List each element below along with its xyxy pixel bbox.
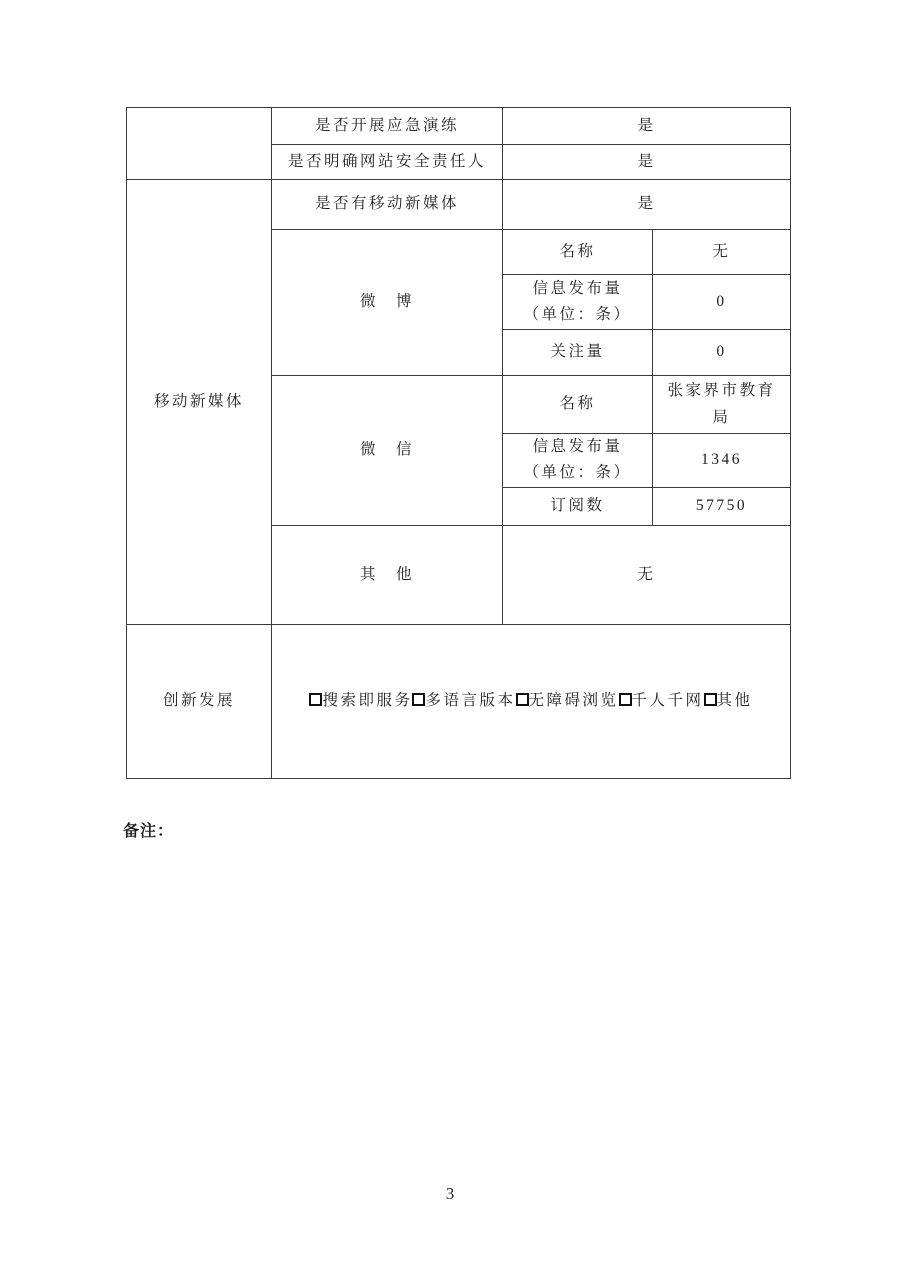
cell-weibo-posts-value: 0 [653,275,791,330]
cell-security-officer-value: 是 [503,145,791,180]
cell-weibo-name-label: 名称 [503,230,653,275]
posts-label-line1: 信息发布量 [532,438,623,455]
annual-report-table [126,107,791,779]
innovation-option-label: 搜索即服务 [322,692,413,710]
cell-other-media-value: 无 [503,525,791,624]
cell-wechat-label: 微 信 [272,376,503,526]
innovation-option-label: 其他 [716,692,753,710]
remarks-label: 备注： [123,823,175,840]
page-number: 3 [445,1184,455,1203]
cell-weibo-followers-label: 关注量 [503,330,653,376]
cell-has-new-media-value: 是 [503,180,791,230]
cell-wechat-posts-value: 1346 [653,434,791,488]
checkbox-icon [619,693,632,706]
cell-security-officer-label: 是否明确网站安全责任人 [272,145,503,180]
checkbox-icon [309,693,322,706]
cell-wechat-subscribers-value: 57750 [653,487,791,525]
innovation-option-multilingual [412,692,515,709]
cell-section-blank [127,108,272,180]
posts-label-line2: （单位：条） [523,306,632,323]
checkbox-icon [412,693,425,706]
cell-emergency-drill-label: 是否开展应急演练 [272,108,503,145]
cell-other-media-label: 其 他 [272,525,503,624]
innovation-option-search [309,692,412,709]
checkbox-icon [704,693,717,706]
cell-wechat-posts-label [503,434,653,488]
cell-innovation-section-label: 创新发展 [127,624,272,778]
cell-weibo-name-value: 无 [653,230,791,275]
cell-weibo-label: 微 博 [272,230,503,376]
posts-label-line2: （单位：条） [523,464,632,482]
cell-emergency-drill-value: 是 [503,108,791,145]
cell-has-new-media-label: 是否有移动新媒体 [272,180,503,230]
innovation-option-label: 多语言版本 [425,692,516,710]
cell-weibo-posts-label [503,275,653,330]
cell-innovation-options [272,624,791,778]
cell-mobile-media-section-label: 移动新媒体 [127,180,272,625]
innovation-option-label: 无障碍浏览 [528,692,619,710]
posts-label-line1: 信息发布量 [532,279,623,297]
checkbox-icon [516,693,529,706]
innovation-option-other [704,692,753,709]
cell-wechat-name-value: 张家界市教育局 [653,376,791,434]
cell-wechat-name-label: 名称 [503,376,653,434]
innovation-option-label: 千人千网 [631,692,704,710]
innovation-option-accessibility [516,692,619,709]
innovation-option-personalized [619,692,704,709]
cell-wechat-subscribers-label: 订阅数 [503,487,653,525]
cell-weibo-followers-value: 0 [653,330,791,376]
